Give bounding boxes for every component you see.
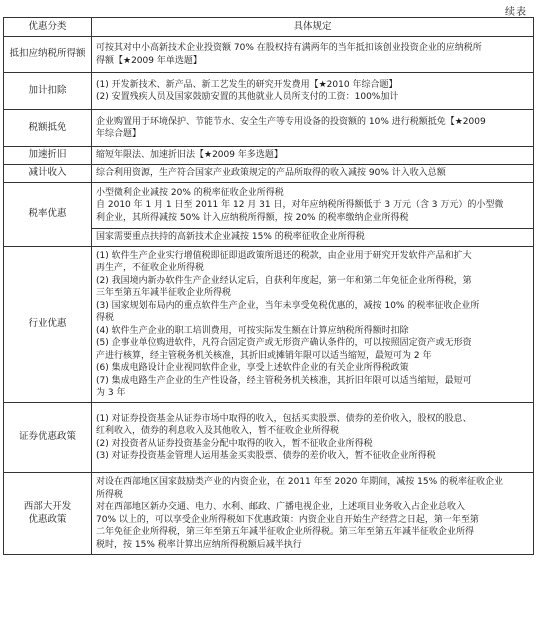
rule-line: 自 2010 年 1 月 1 日至 2011 年 12 月 31 日，对年应纳税所得额低于 3 万元（含 3 万元）的小型微 <box>96 200 504 211</box>
category-cell: 加计扣除 <box>4 73 92 110</box>
rule-line: 年综合题】 <box>96 129 142 139</box>
table-row <box>4 473 534 555</box>
rule-cell <box>92 73 534 110</box>
rule-line: 红利收入，债券的利息收入及其他收入，暂不征收企业所得税 <box>96 426 340 436</box>
rule-cell <box>92 473 534 555</box>
rule-line: 企业购置用于环境保护、节能节水、安全生产等专用设备的投资额的 10% 进行税额抵免【★2009 <box>96 116 486 127</box>
rule-cell <box>92 165 534 183</box>
table-row <box>4 165 534 183</box>
rule-line: (6) 集成电路设计企业视同软件企业，享受上述软件企业的有关企业所得税政策 <box>96 363 409 373</box>
rule-line: 对设在西部地区国家鼓励类产业的内资企业，在 2011 年至 2020 年期间，减按 15% 的税率征收企业 <box>96 477 503 487</box>
table-row <box>4 37 534 73</box>
category-cell: 减计收入 <box>4 165 92 183</box>
table-row <box>4 403 534 473</box>
rule-line: 小型微利企业减按 20% 的税率征收企业所得税 <box>96 187 284 198</box>
rule-line: (1) 对证券投资基金从证券市场中取得的收入，包括买卖股票、债券的差价收入，股权的股息、 <box>96 413 472 424</box>
table-row <box>4 110 534 147</box>
rule-line: (5) 企事业单位购进软件，凡符合固定资产或无形资产确认条件的，可以按照固定资产或无形资 <box>96 338 472 348</box>
continued-label: 续表 <box>505 7 527 18</box>
category-cell: 证券优惠政策 <box>4 403 92 473</box>
rule-line: 可按其对中小高新技术企业投资额 70% 在股权持有满两年的当年抵扣该创业投资企业的应纳税所 <box>96 43 482 53</box>
rule-line: 所得税 <box>96 489 124 500</box>
rule-line: 利企业，其所得减按 50% 计入应纳税所得额，按 20% 的税率缴纳企业所得税 <box>96 212 409 223</box>
rule-cell <box>92 147 534 165</box>
category-line: 西部大开发 <box>23 501 72 512</box>
rule-line: (2) 对投资者从证券投资基金分配中取得的收入，暂不征收企业所得税 <box>96 438 373 449</box>
table-row <box>4 183 534 229</box>
table-row <box>4 73 534 110</box>
category-cell <box>4 473 92 555</box>
rule-line: (2) 安置残疾人员及国家鼓励安置的其他就业人员所支付的工资：100%加计 <box>96 92 399 102</box>
rule-cell <box>92 183 534 229</box>
rule-line: (3) 对证券投资基金管理人运用基金买卖股票、债券的差价收入，暂不征收企业所得税 <box>96 451 436 461</box>
rule-line: 得税 <box>96 313 115 323</box>
rule-line: 缩短年限法、加速折旧法【★2009 年多选题】 <box>96 150 283 161</box>
rule-cell <box>92 37 534 73</box>
table-header-row <box>4 18 534 37</box>
rule-line: 得额【★2009 年单选题】 <box>96 55 202 66</box>
tax-preference-table <box>3 17 534 555</box>
rule-line: (1) 开发新技术、新产品、新工艺发生的研究开发费用【★2010 年综合题】 <box>96 79 398 90</box>
rule-line: 产进行核算，经主管税务机关核准，其折旧或摊销年限可以适当缩短，最短可为 2 年 <box>96 350 432 361</box>
rule-line: 再生产，不征收企业所得税 <box>96 263 205 273</box>
rule-cell <box>92 110 534 147</box>
table-row <box>4 147 534 165</box>
rule-line: 70% 以上的，可以享受企业所得税如下优惠政策：内资企业自开始生产经营之日起，第一年至第 <box>96 514 479 525</box>
rule-line: (3) 国家规划布局内的重点软件生产企业，当年未享受免税优惠的，减按 10% 的税率征收企业所 <box>96 300 480 311</box>
category-cell: 加速折旧 <box>4 147 92 165</box>
rule-line: (1) 软件生产企业实行增值税即征即退政策所退还的税款，由企业用于研究开发软件产品和扩大 <box>96 250 472 261</box>
rule-line: 三年至第五年减半征收企业所得税 <box>96 288 232 298</box>
rule-line: 国家需要重点扶持的高新技术企业减按 15% 的税率征收企业所得税 <box>96 232 365 243</box>
rule-line: 对在西部地区新办交通、电力、水利、邮政、广播电视企业，上述项目业务收入占企业总收入 <box>96 502 466 512</box>
rule-cell <box>92 247 534 403</box>
category-cell: 抵扣应纳税所得额 <box>4 37 92 73</box>
category-cell: 税额抵免 <box>4 110 92 147</box>
category-line: 优惠政策 <box>28 513 67 525</box>
rule-line: 为 3 年 <box>96 388 126 398</box>
rule-line: 税时，按 15% 税率计算出应纳所得税额后减半执行 <box>96 539 302 550</box>
rule-line: 综合利用资源，生产符合国家产业政策规定的产品所取得的收入减按 90% 计入收入总额 <box>96 168 446 179</box>
table-row <box>4 247 534 403</box>
header-category: 优惠分类 <box>4 18 92 37</box>
rule-line: (2) 我国境内新办软件生产企业经认定后，自获利年度起，第一年和第二年免征企业所得税，第 <box>96 275 472 286</box>
header-rule: 具体规定 <box>92 18 534 37</box>
rule-line: (7) 集成电路生产企业的生产性设备，经主管税务机关核准，其折旧年限可以适当缩短，最短可 <box>96 375 472 386</box>
rule-line: (4) 软件生产企业的职工培训费用，可按实际发生额在计算应纳税所得额时扣除 <box>96 325 409 336</box>
category-cell: 行业优惠 <box>4 247 92 403</box>
rule-cell <box>92 229 534 247</box>
category-cell: 税率优惠 <box>4 183 92 247</box>
rule-cell <box>92 403 534 473</box>
rule-line: 二年免征企业所得税，第三年至第五年减半征收企业所得税。第三年至第五年减半征收企业所得 <box>96 527 475 537</box>
